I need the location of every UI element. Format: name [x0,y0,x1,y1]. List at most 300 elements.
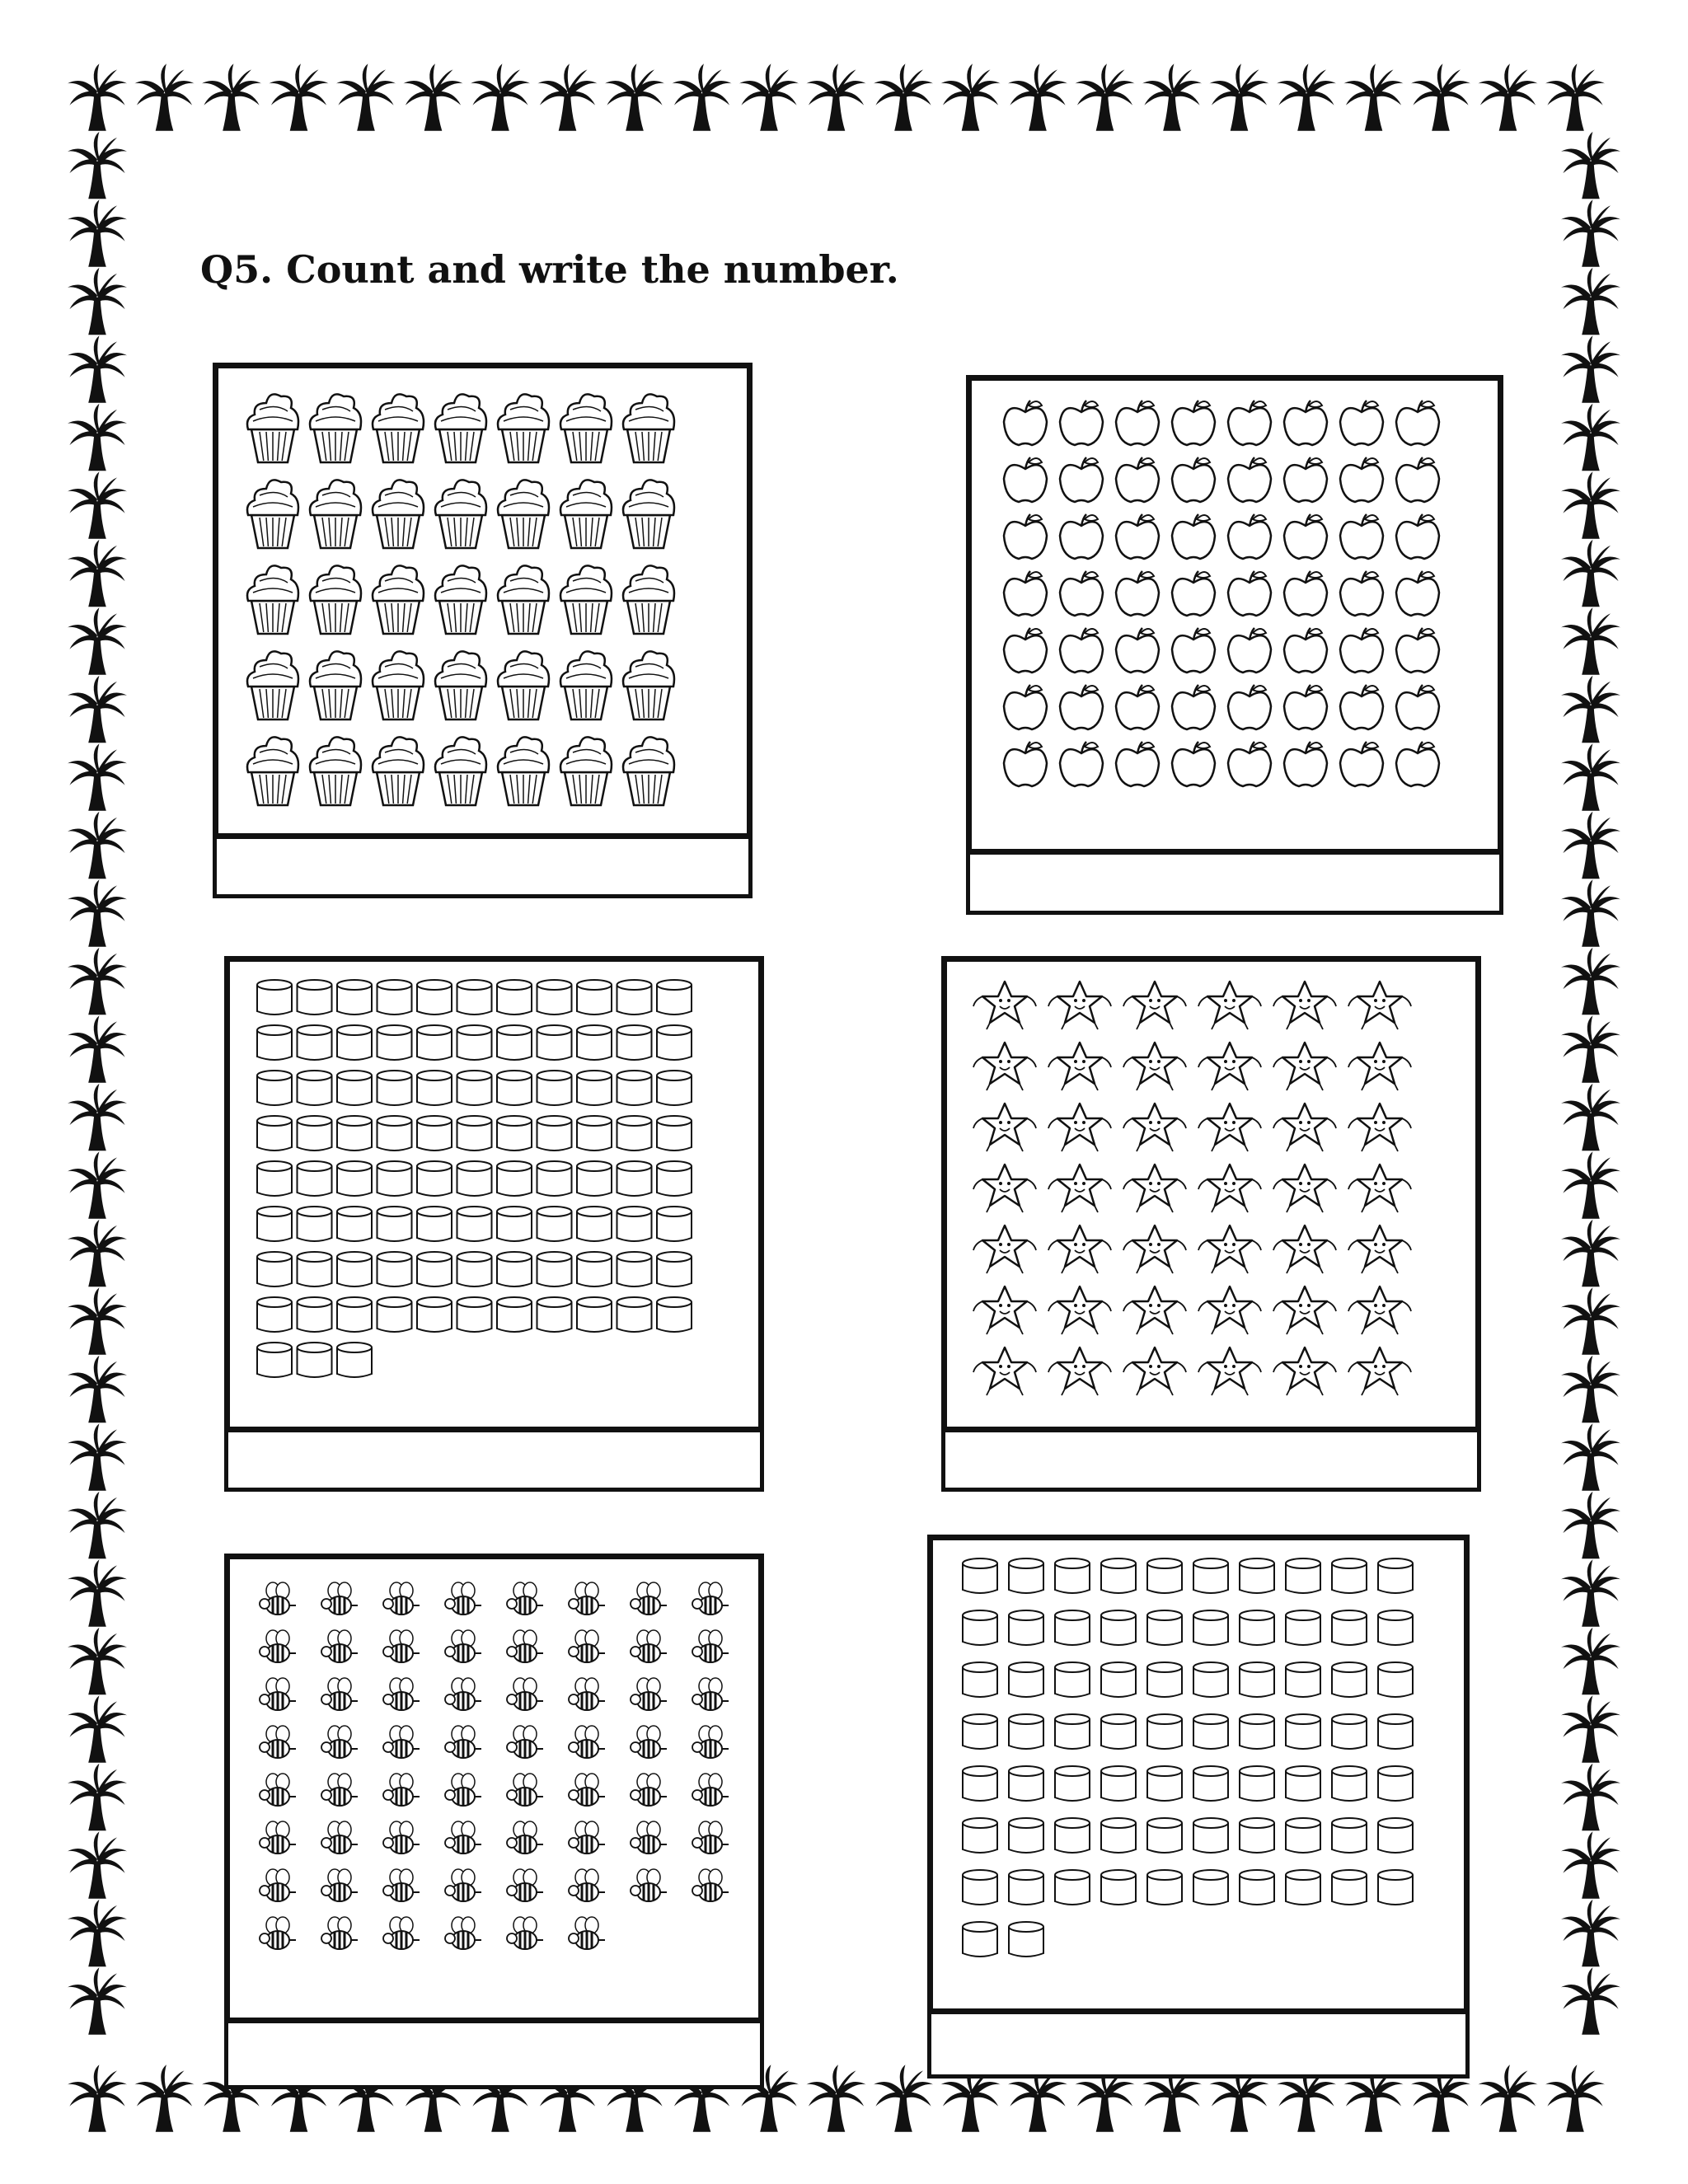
smiling-star-icon [1048,1165,1111,1212]
cylinder-icon [617,1071,652,1105]
apple-icon [1060,628,1103,673]
cylinder-icon [657,1071,692,1105]
bee-icon [260,1582,296,1615]
cylinder-icon [657,1161,692,1196]
cylinder-icon [617,1297,652,1332]
palm-tree-icon [1561,743,1620,811]
palm-tree-icon [68,1628,127,1695]
cylinder-icon [298,1343,332,1377]
cylinder-icon [417,1252,452,1286]
cylinder-icon [1240,1558,1274,1593]
bee-icon [631,1869,667,1901]
apple-icon [1396,685,1439,729]
cylinder-icon [577,1161,612,1196]
cupcake-icon [560,565,612,634]
cylinder-icon [577,1025,612,1060]
bee-icon [321,1630,358,1662]
cylinder-icon [417,1207,452,1241]
cylinder-icon [337,980,372,1015]
cylinder-icon [1193,1818,1228,1853]
bee-icon [569,1869,605,1901]
bee-icon [569,1726,605,1758]
bee-icon [692,1726,729,1758]
cylinder-icon [298,1071,332,1105]
apple-icon [1284,514,1327,559]
item-grid [1001,399,1479,811]
smiling-star-icon [973,1165,1036,1212]
cylinder-icon [417,980,452,1015]
palm-tree-icon [68,1356,127,1423]
bee-icon [321,1726,358,1758]
smiling-star-icon [1048,1286,1111,1334]
apple-icon [1284,457,1327,502]
answer-box[interactable] [224,1432,764,1492]
cylinder-icon [457,1116,492,1151]
cylinder-icon [457,1252,492,1286]
cupcake-icon [435,651,486,719]
palm-tree-icon [135,63,195,131]
cylinder-icon [1240,1610,1274,1645]
cylinder-icon [657,1025,692,1060]
palm-tree-icon [68,268,127,335]
answer-value [945,1432,1477,1488]
cylinder-icon [1055,1766,1090,1801]
palm-tree-icon [1561,335,1620,403]
palm-tree-icon [1561,199,1620,267]
cylinder-icon [298,1116,332,1151]
cylinder-icon [257,1207,292,1241]
cupcake-icon [247,480,298,548]
cylinder-icon [1055,1610,1090,1645]
cylinder-icon [1101,1558,1136,1593]
cylinder-icon [1240,1714,1274,1749]
cylinder-icon [963,1818,997,1853]
palm-tree-icon [1561,1900,1620,1967]
bee-icon [260,1726,296,1758]
cylinder-icon [1193,1714,1228,1749]
palm-tree-icon [1561,1220,1620,1287]
palm-tree-icon [68,2064,127,2132]
smiling-star-icon [1198,1104,1261,1151]
palm-tree-icon [1561,948,1620,1015]
smiling-star-icon [1198,1226,1261,1273]
cylinder-icon [1332,1870,1367,1905]
apple-icon [1172,628,1215,673]
cupcake-icon [560,394,612,462]
bee-icon [569,1917,605,1949]
cylinder-icon [1286,1610,1320,1645]
bee-icon [445,1630,481,1662]
bee-icon [383,1869,420,1901]
cylinder-icon [1147,1870,1182,1905]
cylinder-icon [1378,1766,1413,1801]
cylinder-icon [1147,1610,1182,1645]
cylinder-icon [657,1207,692,1241]
answer-box[interactable] [224,2023,764,2089]
palm-tree-icon [1344,63,1404,131]
apple-icon [1060,514,1103,559]
apple-icon [1004,514,1047,559]
smiling-star-icon [1123,982,1186,1029]
cylinder-icon [617,980,652,1015]
answer-box[interactable] [941,1432,1481,1492]
answer-value [931,2014,1465,2074]
apple-icon [1284,628,1327,673]
cylinder-icon [617,1207,652,1241]
palm-tree-icon [807,2064,866,2132]
palm-tree-icon [605,63,664,131]
cylinder-icon [377,1025,412,1060]
smiling-star-icon [1123,1226,1186,1273]
palm-tree-icon [336,63,396,131]
cupcake-icon [310,651,361,719]
cylinder-icon [1193,1870,1228,1905]
cylinder-icon [577,1252,612,1286]
picture-box [927,1535,1470,2014]
picture-box [224,1554,764,2023]
smiling-star-icon [973,982,1036,1029]
picture-box [213,363,753,839]
apple-icon [1172,685,1215,729]
cylinder-icon [497,1071,532,1105]
palm-tree-icon [538,63,598,131]
smiling-star-icon [1123,1104,1186,1151]
cylinder-icon [257,1252,292,1286]
cylinder-icon [1009,1766,1043,1801]
cupcake-icon [560,480,612,548]
cylinder-icon [377,1071,412,1105]
palm-tree-icon [471,63,530,131]
palm-tree-icon [673,63,732,131]
cupcake-icon [435,565,486,634]
smiling-star-icon [1048,1226,1111,1273]
apple-icon [1340,571,1383,616]
cylinder-icon [1332,1714,1367,1749]
cylinder-icon [963,1870,997,1905]
cylinder-icon [1378,1818,1413,1853]
smiling-star-icon [1348,1226,1411,1273]
palm-tree-icon [1561,607,1620,675]
bee-icon [445,1678,481,1710]
cylinder-icon [657,980,692,1015]
palm-tree-icon [1277,63,1336,131]
bee-icon [260,1774,296,1806]
cylinder-icon [457,980,492,1015]
smiling-star-icon [1198,1165,1261,1212]
apple-icon [1340,457,1383,502]
bee-icon [383,1630,420,1662]
cylinder-icon [963,1558,997,1593]
bee-icon [321,1678,358,1710]
bee-icon [507,1678,543,1710]
apple-icon [1284,742,1327,786]
cylinder-icon [1055,1558,1090,1593]
answer-box[interactable] [927,2014,1470,2079]
palm-tree-icon [1561,1356,1620,1423]
apple-icon [1340,628,1383,673]
cylinder-icon [337,1071,372,1105]
cylinder-icon [1240,1818,1274,1853]
palm-tree-icon [68,1831,127,1899]
palm-tree-icon [1561,1967,1620,2035]
cylinder-icon [617,1025,652,1060]
bee-icon [692,1869,729,1901]
bee-icon [260,1917,296,1949]
cylinder-icon [1378,1714,1413,1749]
bee-icon [321,1821,358,1854]
cylinder-icon [657,1116,692,1151]
palm-tree-icon [1561,1492,1620,1559]
cylinder-icon [963,1766,997,1801]
cylinder-icon [537,1252,572,1286]
cylinder-icon [537,980,572,1015]
bee-icon [507,1582,543,1615]
palm-tree-icon [68,743,127,811]
cylinder-icon [377,1252,412,1286]
cylinder-icon [417,1025,452,1060]
apple-icon [1228,742,1271,786]
bee-icon [631,1582,667,1615]
cylinder-icon [537,1207,572,1241]
cylinder-icon [537,1025,572,1060]
smiling-star-icon [1348,1043,1411,1090]
cylinder-icon [1147,1818,1182,1853]
cylinder-icon [1332,1662,1367,1697]
cupcake-icon [373,565,424,634]
palm-tree-icon [1008,63,1067,131]
palm-tree-icon [68,1151,127,1219]
palm-tree-icon [1561,1423,1620,1491]
apple-icon [1004,685,1047,729]
smiling-star-icon [1198,982,1261,1029]
smiling-star-icon [973,1286,1036,1334]
apple-icon [1116,685,1159,729]
palm-tree-icon [1411,63,1470,131]
palm-tree-icon [68,812,127,879]
apple-icon [1396,457,1439,502]
cylinder-icon [257,1025,292,1060]
bee-icon [692,1774,729,1806]
cupcake-icon [623,480,674,548]
cylinder-icon [417,1161,452,1196]
apple-icon [1004,742,1047,786]
apple-icon [1340,742,1383,786]
cylinder-icon [617,1252,652,1286]
answer-box[interactable] [213,839,753,898]
cylinder-icon [337,1025,372,1060]
cylinder-icon [1009,1662,1043,1697]
cylinder-icon [1009,1818,1043,1853]
apple-icon [1396,571,1439,616]
cupcake-icon [560,651,612,719]
bee-icon [383,1678,420,1710]
cupcake-icon [623,394,674,462]
cupcake-icon [247,651,298,719]
palm-tree-icon [1561,1831,1620,1899]
smiling-star-icon [1198,1347,1261,1395]
bee-icon [569,1678,605,1710]
cylinder-icon [537,1161,572,1196]
cylinder-icon [1009,1870,1043,1905]
cylinder-icon [1332,1558,1367,1593]
cylinder-icon [337,1116,372,1151]
palm-tree-icon [1561,1764,1620,1831]
cylinder-icon [1147,1662,1182,1697]
smiling-star-icon [1348,982,1411,1029]
cupcake-icon [498,480,549,548]
apple-icon [1340,514,1383,559]
palm-tree-icon [68,63,127,131]
palm-tree-icon [68,1967,127,2035]
cylinder-icon [298,1207,332,1241]
palm-tree-icon [68,540,127,607]
bee-icon [383,1774,420,1806]
panel-cylinders-a [224,956,764,1492]
cylinder-icon [537,1071,572,1105]
cupcake-icon [623,565,674,634]
cylinder-icon [298,1297,332,1332]
palm-tree-icon [68,676,127,743]
cylinder-icon [1378,1558,1413,1593]
cylinder-icon [497,1207,532,1241]
cylinder-icon [577,1207,612,1241]
smiling-star-icon [1273,1043,1336,1090]
cylinder-icon [1193,1610,1228,1645]
apple-icon [1228,457,1271,502]
smiling-star-icon [1273,1165,1336,1212]
cylinder-icon [1332,1818,1367,1853]
cupcake-icon [310,565,361,634]
palm-tree-icon [1561,471,1620,539]
cylinder-icon [1286,1714,1320,1749]
bee-icon [260,1678,296,1710]
palm-tree-icon [68,1764,127,1831]
palm-tree-icon [1479,63,1538,131]
cylinder-icon [497,1161,532,1196]
cylinder-icon [298,980,332,1015]
palm-tree-icon [68,1492,127,1559]
palm-tree-icon [941,63,1001,131]
apple-icon [1284,571,1327,616]
item-grid [972,977,1433,1413]
palm-tree-icon [874,63,933,131]
cylinder-icon [497,1025,532,1060]
palm-tree-icon [68,1423,127,1491]
cylinder-icon [257,1161,292,1196]
cylinder-icon [1332,1766,1367,1801]
cylinder-icon [497,1252,532,1286]
palm-tree-icon [1142,63,1202,131]
cylinder-icon [537,1116,572,1151]
apple-icon [1004,628,1047,673]
apple-icon [1116,401,1159,445]
bee-icon [383,1917,420,1949]
item-grid [255,977,741,1422]
cylinder-icon [577,980,612,1015]
palm-tree-icon [68,1900,127,1967]
bee-icon [507,1821,543,1854]
smiling-star-icon [1273,982,1336,1029]
cylinder-icon [298,1161,332,1196]
cylinder-icon [1147,1766,1182,1801]
apple-icon [1116,742,1159,786]
apple-icon [1396,514,1439,559]
cylinder-icon [298,1025,332,1060]
palm-tree-icon [1561,879,1620,947]
smiling-star-icon [1348,1165,1411,1212]
cupcake-icon [498,565,549,634]
cupcake-icon [247,565,298,634]
cylinder-icon [1147,1714,1182,1749]
palm-tree-icon [1561,1628,1620,1695]
apple-icon [1172,457,1215,502]
cylinder-icon [1286,1818,1320,1853]
apple-icon [1172,742,1215,786]
cupcake-icon [373,480,424,548]
apple-icon [1060,685,1103,729]
cylinder-icon [377,1297,412,1332]
smiling-star-icon [1123,1347,1186,1395]
cylinder-icon [963,1714,997,1749]
picture-box [941,956,1481,1432]
palm-tree-icon [739,63,799,131]
cylinder-icon [1009,1610,1043,1645]
palm-tree-icon [1561,268,1620,335]
smiling-star-icon [973,1104,1036,1151]
cylinder-icon [1101,1662,1136,1697]
apple-icon [1116,571,1159,616]
bee-icon [569,1582,605,1615]
cylinder-icon [1055,1662,1090,1697]
smiling-star-icon [973,1347,1036,1395]
cylinder-icon [1055,1714,1090,1749]
palm-tree-icon [1545,63,1605,131]
bee-icon [445,1774,481,1806]
cupcake-icon [498,651,549,719]
smiling-star-icon [1123,1165,1186,1212]
palm-tree-icon [1561,1287,1620,1355]
cylinder-icon [457,1025,492,1060]
apple-icon [1116,514,1159,559]
bee-icon [445,1869,481,1901]
cylinder-icon [257,1343,292,1377]
smiling-star-icon [1198,1286,1261,1334]
apple-icon [1228,514,1271,559]
cylinder-icon [963,1922,997,1957]
bee-icon [507,1869,543,1901]
bee-icon [507,1774,543,1806]
cylinder-icon [1193,1662,1228,1697]
apple-icon [1004,457,1047,502]
bee-icon [383,1821,420,1854]
apple-icon [1060,742,1103,786]
smiling-star-icon [1048,1347,1111,1395]
palm-tree-icon [202,63,261,131]
cylinder-icon [497,980,532,1015]
bee-icon [692,1630,729,1662]
bee-icon [260,1869,296,1901]
apple-icon [1060,457,1103,502]
answer-box[interactable] [966,855,1503,915]
smiling-star-icon [1348,1347,1411,1395]
apple-icon [1396,628,1439,673]
cylinder-icon [1055,1870,1090,1905]
palm-tree-icon [270,63,329,131]
cylinder-icon [577,1297,612,1332]
palm-tree-icon [68,132,127,199]
bee-icon [383,1582,420,1615]
smiling-star-icon [973,1226,1036,1273]
